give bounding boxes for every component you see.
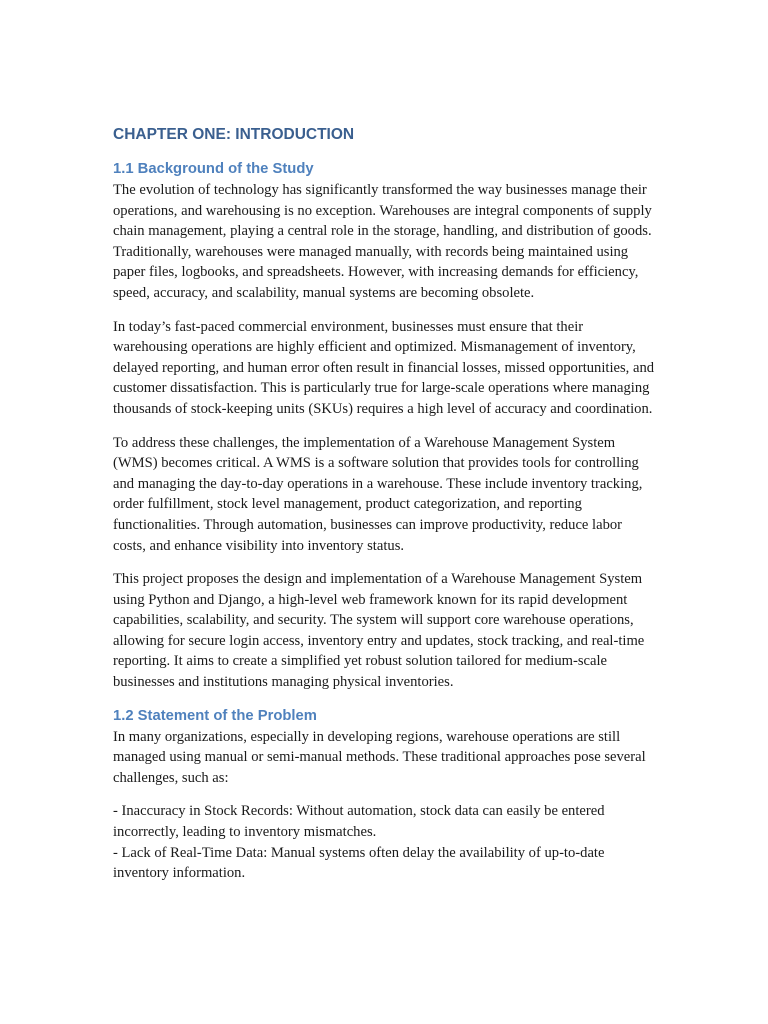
paragraph: This project proposes the design and implementation of a Warehouse Management System using Python and Django, a high-level web framework known for its rapid development capabilities, scalability, and security. The system will support core warehouse operations, allowing for secure login access, inventory entry and updates, stock tracking, and real-time reporting. It aims to create a simplified yet robust solution tailored for medium-scale businesses and institutions managing physical inventories. — [113, 571, 645, 691]
paragraph: In today’s fast-paced commercial environment, businesses must ensure that their warehousing operations are highly efficient and optimized. Mismanagement of inventory, delayed reporting, and human error often result in financial losses, missed opportunities, and customer dissatisfaction. This is particularly true for large-scale operations where managing thousands of stock-keeping units (SKUs) requires a high level of accuracy and coordination. — [113, 318, 655, 417]
section-heading-background: 1.1 Background of the Study — [113, 161, 314, 177]
paragraph: The evolution of technology has significantly transformed the way businesses manage their operations, and warehousing is no exception. Warehouses are integral components of supply chain management, playing a central role in the storage, handling, and distribution of goods. Traditionally, warehouses were managed manually, with records being maintained using paper files, logbooks, and spreadsheets. However, with increasing demands for efficiency, speed, accuracy, and scalability, manual systems are becoming obsolete. — [113, 182, 652, 301]
bullet-item: - Lack of Real-Time Data: Manual systems often delay the availability of up-to-date inventory information. — [113, 844, 605, 882]
paragraph: In many organizations, especially in developing regions, warehouse operations are still managed using manual or semi-manual methods. These traditional approaches pose several challenges, such as: — [113, 728, 646, 786]
bullet-item: - Inaccuracy in Stock Records: Without automation, stock data can easily be entered incorrectly, leading to inventory mismatches. — [113, 803, 605, 841]
chapter-title: CHAPTER ONE: INTRODUCTION — [113, 126, 355, 143]
document-page — [113, 125, 658, 884]
paragraph: To address these challenges, the implementation of a Warehouse Management System (WMS) becomes critical. A WMS is a software solution that provides tools for controlling and managing the day-to-day operations in a warehouse. These include inventory tracking, order fulfillment, stock level management, product categorization, and reporting functionalities. Through automation, businesses can improve productivity, reduce labor costs, and enhance visibility into inventory status. — [113, 434, 643, 554]
section-heading-problem: 1.2 Statement of the Problem — [113, 707, 317, 724]
